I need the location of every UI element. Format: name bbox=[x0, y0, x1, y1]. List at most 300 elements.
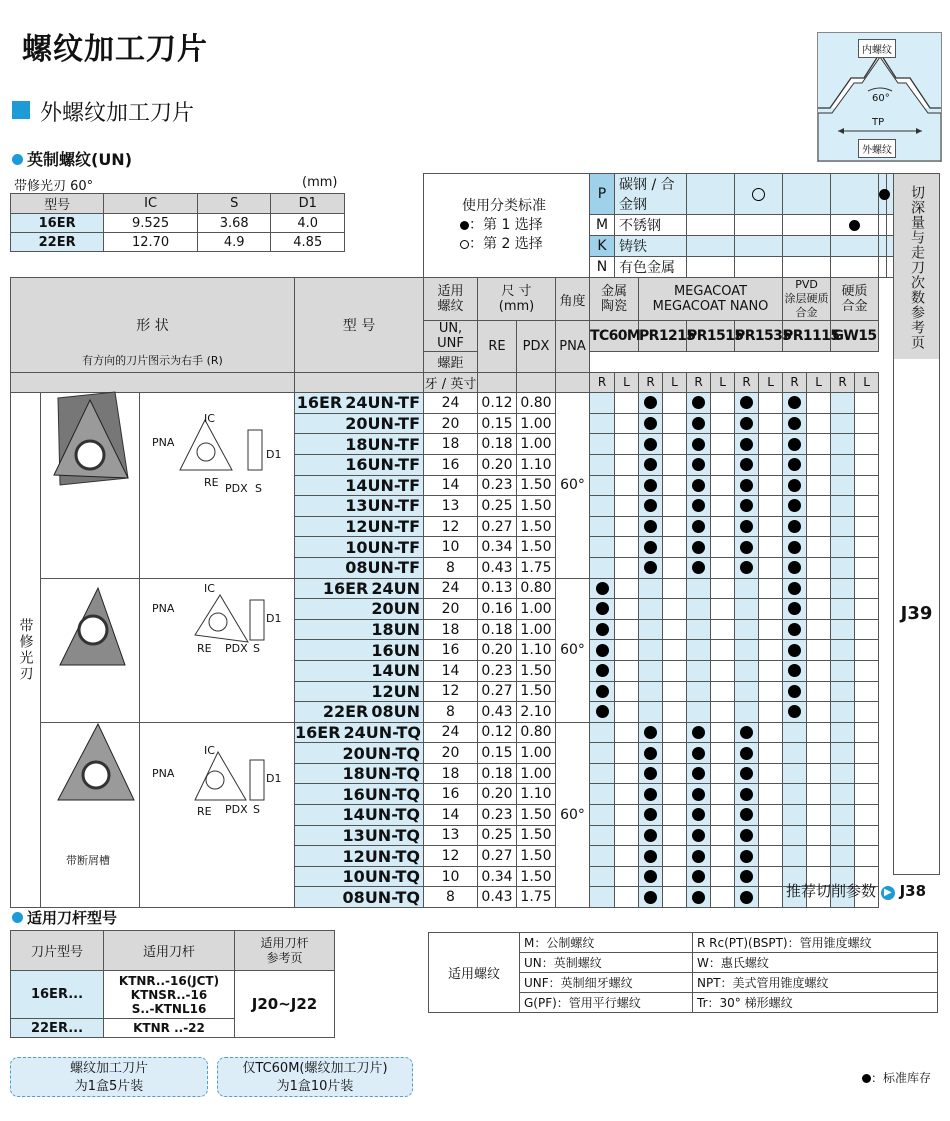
model-cell: 16ER 24UN-TF bbox=[295, 393, 424, 414]
grade-cell bbox=[663, 784, 687, 805]
grade-cell bbox=[855, 454, 879, 475]
grade-cell bbox=[831, 702, 855, 723]
grade-cell bbox=[855, 557, 879, 578]
grade-cell bbox=[759, 516, 783, 537]
grade-cell bbox=[855, 393, 879, 414]
first-choice-icon bbox=[788, 458, 801, 471]
model-cell: 14UN-TQ bbox=[295, 805, 424, 826]
pdx-cell: 1.50 bbox=[517, 516, 556, 537]
carbide-header: 硬质合金 bbox=[831, 278, 879, 321]
grade-cell bbox=[590, 722, 615, 743]
first-choice-icon bbox=[644, 541, 657, 554]
grade-cell bbox=[663, 681, 687, 702]
model-cell: 22ER 08UN bbox=[295, 702, 424, 723]
grade-cell bbox=[663, 516, 687, 537]
first-choice-icon bbox=[692, 438, 705, 451]
re-cell: 0.43 bbox=[478, 557, 517, 578]
grade-cell bbox=[711, 496, 735, 517]
angle-cell: 60° bbox=[556, 722, 590, 907]
dim-header: IC bbox=[104, 194, 198, 214]
pdx-cell: 1.50 bbox=[517, 681, 556, 702]
dim-row: 16ER 9.525 3.68 4.0 bbox=[11, 214, 345, 233]
grade-cell bbox=[783, 640, 807, 661]
grade-cell bbox=[687, 475, 711, 496]
grade-cell bbox=[735, 866, 759, 887]
grade-cell bbox=[807, 763, 831, 784]
pdx-cell: 1.50 bbox=[517, 475, 556, 496]
grade-cell bbox=[639, 763, 663, 784]
pitch-cell: 20 bbox=[424, 743, 478, 764]
grade-cell bbox=[639, 475, 663, 496]
grade-cell bbox=[759, 784, 783, 805]
grade-cell bbox=[783, 681, 807, 702]
pvd-header: PVD 涂层硬质合金 bbox=[784, 278, 829, 319]
grade-cell bbox=[855, 660, 879, 681]
first-choice-icon bbox=[692, 479, 705, 492]
first-choice-icon bbox=[644, 726, 657, 739]
pitch-cell: 14 bbox=[424, 475, 478, 496]
first-choice-icon bbox=[740, 396, 753, 409]
grade-cell bbox=[807, 640, 831, 661]
table-row bbox=[11, 722, 894, 743]
grade-cell bbox=[735, 413, 759, 434]
pdx-cell: 1.00 bbox=[517, 763, 556, 784]
first-choice-icon bbox=[879, 189, 890, 200]
pitch-cell: 12 bbox=[424, 681, 478, 702]
angle-label: 60° bbox=[872, 93, 890, 104]
grade-cell bbox=[663, 887, 687, 908]
pack-note-5: 螺纹加工刀片 为1盒5片装 bbox=[10, 1057, 208, 1097]
model-header: 型 号 bbox=[295, 278, 424, 373]
grade-cell bbox=[615, 784, 639, 805]
grade-cell bbox=[711, 599, 735, 620]
grade-cell bbox=[831, 454, 855, 475]
first-choice-icon bbox=[788, 396, 801, 409]
grade-cell bbox=[735, 763, 759, 784]
grade-cell bbox=[639, 846, 663, 867]
grade-cell bbox=[783, 805, 807, 826]
grade-cell bbox=[831, 557, 855, 578]
pitch-cell: 18 bbox=[424, 434, 478, 455]
grade-cell bbox=[639, 743, 663, 764]
grade-cell bbox=[711, 434, 735, 455]
bullet-icon bbox=[12, 912, 23, 923]
grade-cell bbox=[807, 537, 831, 558]
pitch-cell: 13 bbox=[424, 496, 478, 517]
grade-cell bbox=[735, 516, 759, 537]
grade-cell bbox=[615, 578, 639, 599]
grade-cell bbox=[590, 681, 615, 702]
pitch-cell: 16 bbox=[424, 784, 478, 805]
grade-cell bbox=[783, 434, 807, 455]
grade-cell bbox=[783, 722, 807, 743]
grade-cell bbox=[807, 393, 831, 414]
grade-cell bbox=[615, 866, 639, 887]
model-cell: 12UN-TF bbox=[295, 516, 424, 537]
grade-cell bbox=[831, 660, 855, 681]
re-cell: 0.20 bbox=[478, 784, 517, 805]
grade-pr1515: PR1515 bbox=[687, 321, 735, 352]
re-cell: 0.18 bbox=[478, 619, 517, 640]
grade-cell bbox=[807, 681, 831, 702]
model-cell: 20UN bbox=[295, 599, 424, 620]
grade-cell bbox=[639, 619, 663, 640]
first-choice-icon bbox=[644, 438, 657, 451]
subsection-title: 英制螺纹(UN) bbox=[12, 147, 132, 170]
grade-cell bbox=[615, 763, 639, 784]
grade-cell bbox=[831, 763, 855, 784]
grade-hand-r: R bbox=[590, 372, 615, 393]
grade-cell bbox=[615, 413, 639, 434]
grade-cell bbox=[807, 413, 831, 434]
first-choice-icon bbox=[740, 479, 753, 492]
megacoat-header: MEGACOAT MEGACOAT NANO bbox=[639, 278, 783, 321]
grade-cell bbox=[807, 516, 831, 537]
grade-cell bbox=[783, 557, 807, 578]
model-cell: 18UN-TQ bbox=[295, 763, 424, 784]
first-choice-icon bbox=[788, 664, 801, 677]
first-choice-icon bbox=[644, 891, 657, 904]
grade-cell bbox=[759, 475, 783, 496]
grade-cell bbox=[663, 640, 687, 661]
grade-cell bbox=[687, 702, 711, 723]
pdx-cell: 1.00 bbox=[517, 619, 556, 640]
grade-cell bbox=[687, 454, 711, 475]
grade-cell bbox=[735, 743, 759, 764]
first-choice-icon bbox=[788, 644, 801, 657]
pdx-cell: 1.00 bbox=[517, 743, 556, 764]
first-choice-icon bbox=[788, 499, 801, 512]
pdx-cell: 1.75 bbox=[517, 887, 556, 908]
section-marker bbox=[12, 101, 30, 119]
grade-cell bbox=[759, 557, 783, 578]
grade-cell bbox=[831, 846, 855, 867]
grade-cell bbox=[831, 784, 855, 805]
grade-cell bbox=[590, 434, 615, 455]
pdx-cell: 0.80 bbox=[517, 722, 556, 743]
grade-cell bbox=[783, 578, 807, 599]
size-header: 尺 寸 (mm) bbox=[478, 278, 556, 321]
recommend-link[interactable]: 推荐切削参数 ▶ J38 bbox=[786, 882, 927, 900]
first-choice-icon bbox=[740, 726, 753, 739]
pdx-cell: 1.10 bbox=[517, 640, 556, 661]
re-cell: 0.25 bbox=[478, 496, 517, 517]
grade-cell bbox=[590, 887, 615, 908]
pdx-cell: 1.50 bbox=[517, 805, 556, 826]
pdx-cell: 1.10 bbox=[517, 784, 556, 805]
first-choice-icon bbox=[788, 561, 801, 574]
first-choice-icon bbox=[740, 829, 753, 842]
grade-hand-l: L bbox=[711, 372, 735, 393]
grade-cell bbox=[831, 496, 855, 517]
dims-unit: (mm) bbox=[302, 175, 338, 190]
grade-cell bbox=[590, 825, 615, 846]
grade-pr1215: PR1215 bbox=[639, 321, 687, 352]
grade-cell bbox=[855, 537, 879, 558]
material-name: 碳钢 / 合金钢 bbox=[615, 174, 687, 215]
grade-cell bbox=[711, 537, 735, 558]
grade-hand-l: L bbox=[663, 372, 687, 393]
grade-cell bbox=[711, 846, 735, 867]
re-cell: 0.25 bbox=[478, 825, 517, 846]
grade-cell bbox=[855, 763, 879, 784]
grade-cell bbox=[639, 660, 663, 681]
grade-cell bbox=[783, 393, 807, 414]
grade-hand-l: L bbox=[615, 372, 639, 393]
first-choice-icon bbox=[692, 829, 705, 842]
grade-cell bbox=[759, 660, 783, 681]
first-choice-icon bbox=[692, 767, 705, 780]
grade-cell bbox=[615, 805, 639, 826]
re-cell: 0.27 bbox=[478, 516, 517, 537]
grade-cell bbox=[615, 640, 639, 661]
first-choice-icon bbox=[644, 417, 657, 430]
grade-cell bbox=[807, 743, 831, 764]
grade-cell bbox=[759, 496, 783, 517]
grade-cell bbox=[663, 722, 687, 743]
model-cell: 16ER 24UN bbox=[295, 578, 424, 599]
grade-cell bbox=[735, 784, 759, 805]
arrow-right-icon: ▶ bbox=[881, 886, 895, 900]
first-choice-icon bbox=[644, 747, 657, 760]
first-choice-icon bbox=[644, 850, 657, 863]
pitch-cell: 14 bbox=[424, 660, 478, 681]
first-choice-icon bbox=[596, 602, 609, 615]
grade-cell bbox=[783, 516, 807, 537]
first-choice-icon bbox=[788, 417, 801, 430]
first-choice-icon bbox=[692, 396, 705, 409]
grade-cell bbox=[759, 763, 783, 784]
grade-cell bbox=[687, 434, 711, 455]
first-choice-icon bbox=[596, 623, 609, 636]
material-code: M bbox=[590, 215, 615, 236]
grade-cell bbox=[590, 805, 615, 826]
first-choice-icon bbox=[644, 808, 657, 821]
first-choice-icon bbox=[692, 520, 705, 533]
grade-hand-r: R bbox=[735, 372, 759, 393]
grade-cell bbox=[759, 537, 783, 558]
model-cell: 08UN-TQ bbox=[295, 887, 424, 908]
grade-cell bbox=[615, 393, 639, 414]
grade-cell bbox=[735, 557, 759, 578]
insert-photo-cell bbox=[41, 578, 140, 722]
insert-schematic-cell bbox=[140, 722, 295, 907]
first-choice-icon bbox=[788, 705, 801, 718]
first-choice-icon bbox=[644, 479, 657, 492]
first-choice-icon bbox=[644, 788, 657, 801]
grade-cell bbox=[831, 578, 855, 599]
chip-breaker-label: 带断屑槽 bbox=[66, 854, 110, 867]
grade-cell bbox=[663, 866, 687, 887]
first-choice-icon bbox=[849, 220, 860, 231]
grade-cell bbox=[807, 722, 831, 743]
grade-cell bbox=[639, 887, 663, 908]
grade-cell bbox=[711, 578, 735, 599]
grade-cell bbox=[615, 537, 639, 558]
pitch-cell: 8 bbox=[424, 557, 478, 578]
grade-cell bbox=[711, 702, 735, 723]
grade-cell bbox=[855, 434, 879, 455]
first-choice-icon bbox=[596, 644, 609, 657]
first-choice-icon bbox=[788, 438, 801, 451]
pitch-cell: 13 bbox=[424, 825, 478, 846]
grade-cell bbox=[759, 578, 783, 599]
grade-cell bbox=[735, 722, 759, 743]
grade-cell bbox=[615, 557, 639, 578]
grade-cell bbox=[687, 681, 711, 702]
page-ref-link[interactable]: J39 bbox=[900, 603, 933, 624]
grade-cell bbox=[615, 887, 639, 908]
grade-cell bbox=[807, 702, 831, 723]
model-cell: 08UN-TF bbox=[295, 557, 424, 578]
grade-cell bbox=[807, 434, 831, 455]
grade-cell bbox=[855, 413, 879, 434]
first-choice-icon bbox=[692, 499, 705, 512]
grade-cell bbox=[807, 846, 831, 867]
grade-cell bbox=[807, 475, 831, 496]
grade-cell bbox=[639, 578, 663, 599]
re-cell: 0.12 bbox=[478, 393, 517, 414]
grade-cell bbox=[711, 454, 735, 475]
grade-cell bbox=[711, 722, 735, 743]
grade-cell bbox=[855, 496, 879, 517]
grade-cell bbox=[783, 763, 807, 784]
pitch-cell: 16 bbox=[424, 454, 478, 475]
re-cell: 0.34 bbox=[478, 537, 517, 558]
grade-hand-l: L bbox=[807, 372, 831, 393]
grade-cell bbox=[687, 619, 711, 640]
grade-cell bbox=[615, 681, 639, 702]
thread-types-table: 适用螺纹 M：公制螺纹 R Rc(PT)(BSPT)：管用锥度螺纹 UN：英制螺纹 W：惠氏螺纹 UNF：英制细牙螺纹 NPT：美式管用锥度螺纹 G(PF)：管用平行螺纹 Tr：30° 梯形螺纹 bbox=[428, 932, 938, 1013]
grade-cell bbox=[687, 722, 711, 743]
grade-cell bbox=[687, 496, 711, 517]
grade-cell bbox=[735, 640, 759, 661]
grade-cell bbox=[831, 743, 855, 764]
insert-photo-cell bbox=[41, 722, 140, 907]
first-choice-icon bbox=[740, 767, 753, 780]
model-cell: 10UN-TF bbox=[295, 537, 424, 558]
pitch-cell: 24 bbox=[424, 722, 478, 743]
grade-cell bbox=[735, 887, 759, 908]
re-cell: 0.15 bbox=[478, 743, 517, 764]
grade-cell bbox=[735, 393, 759, 414]
angle-cell: 60° bbox=[556, 578, 590, 722]
grade-cell bbox=[783, 537, 807, 558]
re-cell: 0.18 bbox=[478, 434, 517, 455]
first-choice-icon bbox=[740, 850, 753, 863]
pdx-cell: 1.10 bbox=[517, 454, 556, 475]
first-choice-icon bbox=[596, 664, 609, 677]
grade-cell bbox=[687, 640, 711, 661]
grade-cell bbox=[831, 516, 855, 537]
model-cell: 10UN-TQ bbox=[295, 866, 424, 887]
first-choice-icon bbox=[692, 458, 705, 471]
grade-cell bbox=[759, 743, 783, 764]
grade-cell bbox=[663, 743, 687, 764]
grade-cell bbox=[855, 640, 879, 661]
re-cell: 0.43 bbox=[478, 887, 517, 908]
model-cell: 16UN bbox=[295, 640, 424, 661]
pitch-cell: 10 bbox=[424, 866, 478, 887]
grade-cell bbox=[615, 516, 639, 537]
pdx-cell: 1.50 bbox=[517, 660, 556, 681]
grade-cell bbox=[759, 846, 783, 867]
model-cell: 14UN-TF bbox=[295, 475, 424, 496]
holder-ref-link[interactable]: J20~J22 bbox=[235, 971, 335, 1038]
model-cell: 13UN-TF bbox=[295, 496, 424, 517]
grade-cell bbox=[639, 681, 663, 702]
grade-hand-r: R bbox=[783, 372, 807, 393]
grade-cell bbox=[590, 743, 615, 764]
grade-cell bbox=[735, 578, 759, 599]
grade-cell bbox=[663, 393, 687, 414]
grade-cell bbox=[711, 763, 735, 784]
grade-cell bbox=[831, 640, 855, 661]
model-cell: 13UN-TQ bbox=[295, 825, 424, 846]
grade-cell bbox=[639, 454, 663, 475]
model-cell: 16ER 24UN-TQ bbox=[295, 722, 424, 743]
pitch-cell: 18 bbox=[424, 619, 478, 640]
grade-cell bbox=[807, 825, 831, 846]
grade-cell bbox=[639, 393, 663, 414]
grade-cell bbox=[590, 537, 615, 558]
grade-cell bbox=[590, 516, 615, 537]
grade-cell bbox=[735, 702, 759, 723]
grade-cell bbox=[639, 805, 663, 826]
grade-cell bbox=[687, 763, 711, 784]
model-cell: 16UN-TF bbox=[295, 454, 424, 475]
grade-cell bbox=[855, 681, 879, 702]
grade-cell bbox=[807, 496, 831, 517]
first-choice-icon bbox=[596, 582, 609, 595]
grade-cell bbox=[639, 537, 663, 558]
first-choice-icon bbox=[692, 561, 705, 574]
grade-cell bbox=[807, 578, 831, 599]
grade-cell bbox=[831, 722, 855, 743]
grade-cell bbox=[735, 846, 759, 867]
grade-cell bbox=[663, 660, 687, 681]
first-choice-icon bbox=[644, 499, 657, 512]
first-choice-icon bbox=[788, 520, 801, 533]
grade-cell bbox=[590, 496, 615, 517]
grade-cell bbox=[663, 805, 687, 826]
grade-cell bbox=[711, 887, 735, 908]
first-choice-icon bbox=[644, 829, 657, 842]
grade-cell bbox=[855, 619, 879, 640]
pdx-cell: 1.00 bbox=[517, 413, 556, 434]
first-choice-icon bbox=[692, 726, 705, 739]
first-choice-icon bbox=[644, 458, 657, 471]
grade-cell bbox=[711, 619, 735, 640]
first-choice-icon bbox=[644, 561, 657, 574]
re-cell: 0.34 bbox=[478, 866, 517, 887]
re-cell: 0.20 bbox=[478, 454, 517, 475]
grade-gw15: GW15 bbox=[831, 321, 879, 352]
model-cell: 18UN bbox=[295, 619, 424, 640]
first-choice-icon bbox=[596, 705, 609, 718]
dim-header: D1 bbox=[271, 194, 345, 214]
grade-cell bbox=[735, 805, 759, 826]
grade-cell bbox=[590, 557, 615, 578]
grade-cell bbox=[590, 413, 615, 434]
grade-cell bbox=[663, 825, 687, 846]
page-title: 螺纹加工刀片 bbox=[22, 32, 208, 67]
pdx-cell: 1.00 bbox=[517, 434, 556, 455]
grade-cell bbox=[783, 846, 807, 867]
grade-cell bbox=[759, 413, 783, 434]
grade-cell bbox=[783, 599, 807, 620]
dim-header: S bbox=[197, 194, 271, 214]
